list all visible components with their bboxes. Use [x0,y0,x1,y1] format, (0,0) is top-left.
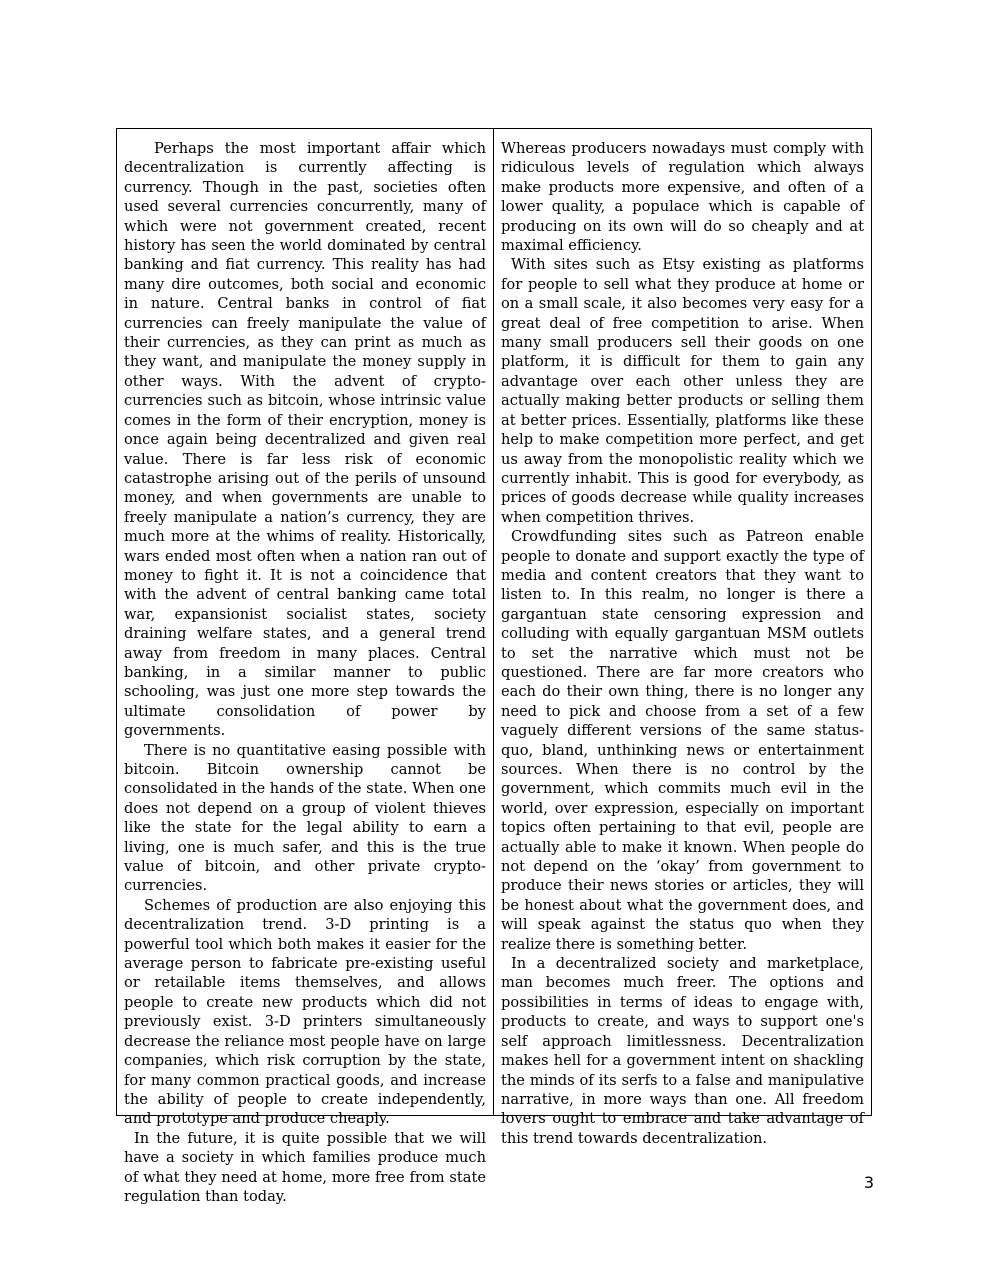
paragraph: There is no quantitative easing possible with bitcoin. Bitcoin ownership cannot be consolidated in the hands of the state. When one does not depend on a group of violent thieves like the state for the legal ability to earn a living, one is much safer, and this is the true value of bitcoin, and other private crypto-currencies. [124,741,486,895]
paragraph: In a decentralized society and marketplace, man becomes much freer. The options and possibilities in terms of ideas to engage with, products to create, and ways to support one's self approach limitlessness. Decentralization makes hell for a government intent on shackling the minds of its serfs to a false and manipulative narrative, in more ways than one. All freedom lovers ought to embrace and take advantage of this trend towards decentralization. [501,955,864,1147]
paragraph: Perhaps the most important affair which decentralization is currently affecting is currency. Though in the past, societies often used several currencies concurrently, many of which were not government created, recent history has seen the world dominated by central banking and fiat currency. This reality has had many dire outcomes, both social and economic in nature. Central banks in control of fiat currencies can freely manipulate the value of their currencies, as they can print as much as they want, and manipulate the money supply in other ways. With the advent of crypto-currencies such as bitcoin, whose intrinsic value comes in the form of their encryption, money is once again being decentralized and given real value. There is far less risk of economic catastrophe arising out of the perils of unsound money, and when governments are unable to freely manipulate a nation’s currency, they are much more at the whims of reality. Historically, wars ended most often when a nation ran out of money to fight it. It is not a coincidence that with the advent of central banking came total war, expansionist socialist states, society draining welfare states, and a general trend away from freedom in many places. Central banking, in a similar manner to public schooling, was just one more step towards the ultimate consolidation of power by governments. [124,140,486,740]
page-number: 3 [863,1173,874,1192]
paragraph: Crowdfunding sites such as Patreon enable people to donate and support exactly the type of media and content creators that they want to listen to. In this realm, no longer is there a gargantuan state censoring expression and colluding with equally gargantuan MSM outlets to set the narrative which must not be questioned. There are far more creators who each do their own thing, there is no longer any need to pick and choose from a set of a few vaguely different versions of the same status-quo, bland, unthinking news or entertainment sources. When there is no control by the government, which commits much evil in the world, over expression, especially on important topics often pertaining to that evil, people are actually able to make it known. When people do not depend on the ‘okay’ from government to produce their news stories or articles, they will be honest about what the government does, and will speak against the status quo when they realize there is something better. [501,528,864,953]
paragraph: With sites such as Etsy existing as platforms for people to sell what they produce at home or on a small scale, it also becomes very easy for a great deal of free competition to arise. When many small producers sell their goods on one platform, it is difficult for them to gain any advantage over each other unless they are actually making better products or selling them at better prices. Essentially, platforms like these help to make competition more perfect, and get us away from the monopolistic reality which we currently inhabit. This is good for everybody, as prices of goods decrease while quality increases when competition thrives. [501,256,864,526]
paragraph: Schemes of production are also enjoying this decentralization trend. 3-D printing is a powerful tool which both makes it easier for the average person to fabricate pre-existing useful or retailable items themselves, and allows people to create new products which did not previously exist. 3-D printers simultaneously decrease the reliance most people have on large companies, which risk corruption by the state, for many common practical goods, and increase the ability of people to create independently, and prototype and produce cheaply. [124,896,486,1128]
left-column [117,129,494,1205]
two-column-text-frame [116,128,872,1205]
paragraph: In the future, it is quite possible that we will have a society in which families produce much of what they need at home, more free from state regulation than today. [124,1129,486,1205]
right-column [494,129,871,1147]
paragraph: Whereas producers nowadays must comply with ridiculous levels of regulation which always make products more expensive, and often of a lower quality, a populace which is capable of producing on its own will do so cheaply and at maximal efficiency. [501,140,864,255]
